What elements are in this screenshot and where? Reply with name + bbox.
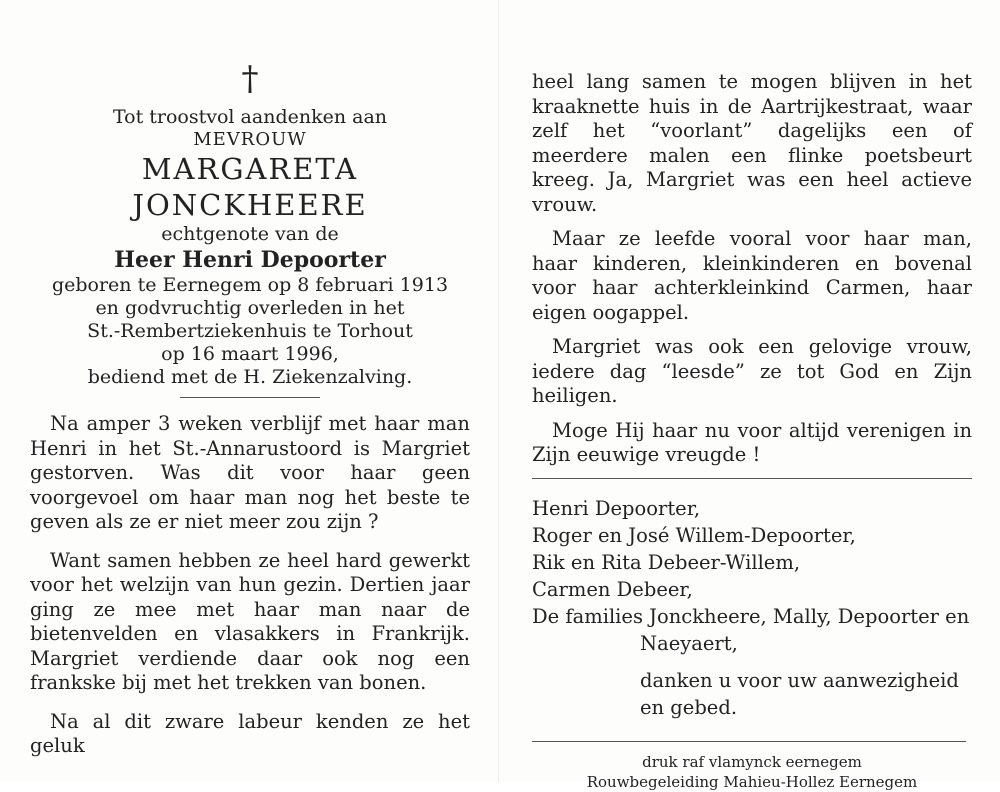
family-member: Roger en José Willem-Depoorter, <box>532 523 856 547</box>
thanks-line: danken u voor uw aanwezigheid <box>640 668 959 692</box>
family-member: De families Jonckheere, Mally, Depoorter en <box>532 604 970 628</box>
divider <box>180 397 320 398</box>
paragraph: Na al dit zware labeur kenden ze het geluk <box>30 709 470 757</box>
spouse-intro: echtgenote van de <box>161 223 339 245</box>
left-page <box>30 59 470 773</box>
divider <box>532 478 972 479</box>
family-member-continued: Naeyaert, <box>640 631 738 655</box>
paragraph: Moge Hij haar nu voor altijd verenigen in Zijn eeuwige vreugde ! <box>532 418 972 466</box>
right-page <box>532 70 972 792</box>
sacrament-line: bediend met de H. Ziekenzalving. <box>87 366 413 388</box>
birth-line: geboren te Eernegem op 8 februari 1913 <box>51 274 449 296</box>
death-line-2: St.-Rembertziekenhuis te Torhout <box>87 320 413 342</box>
paragraph: Margriet was ook een gelovige vrouw, iedere dag “leesde” ze tot God en Zijn heiligen. <box>532 335 972 407</box>
family-list <box>532 495 972 721</box>
paragraph: Na amper 3 weken verblijf met haar man Henri in het St.-Annarustoord is Margriet gestorven. Was dit voor haar geen voorgevoel om haar man nog het beste te geven als ze er niet meer zou zijn ? <box>30 412 470 533</box>
family-member: Henri Depoorter, <box>532 496 701 520</box>
printer-credit: druk raf vlamynck eernegem <box>642 752 862 771</box>
paragraph: Want samen hebben ze heel hard gewerkt voor het welzijn van hun gezin. Dertien jaar ging ze mee met haar man naar de bietenvelden en vlasakkers in Frankrijk. Margriet verdiende daar ook nog een frankske bij met het trekken van bonen. <box>30 548 470 694</box>
card-fold <box>498 0 499 782</box>
dedication-line: Tot troostvol aandenken aan <box>112 106 388 128</box>
honorific: MEVROUW <box>193 129 307 150</box>
divider <box>532 741 966 742</box>
death-line-1: en godvruchtig overleden in het <box>95 297 405 319</box>
family-member: Carmen Debeer, <box>532 577 693 601</box>
paragraph: heel lang samen te mogen blijven in het kraaknette huis in de Aartrijkestraat, waar zelf het “voorlant” dagelijks een of meerdere malen een flinke poetsbeurt kreeg. Ja, Margriet was een heel actieve vrouw. <box>532 70 972 216</box>
paragraph: Maar ze leefde vooral voor haar man, haar kinderen, kleinkinderen en bovenal voor haar achterkleinkind Carmen, haar eigen oogappel. <box>532 227 972 324</box>
thanks-line: en gebed. <box>640 695 738 719</box>
death-line-3: op 16 maart 1996, <box>161 343 339 365</box>
deceased-name: MARGARETA JONCKHEERE <box>132 152 368 222</box>
funeral-director-credit: Rouwbegeleiding Mahieu-Hollez Eernegem <box>586 772 918 791</box>
family-member: Rik en Rita Debeer-Willem, <box>532 550 801 574</box>
spouse-name: Heer Henri Depoorter <box>114 247 386 273</box>
cross-icon: † <box>241 59 259 99</box>
